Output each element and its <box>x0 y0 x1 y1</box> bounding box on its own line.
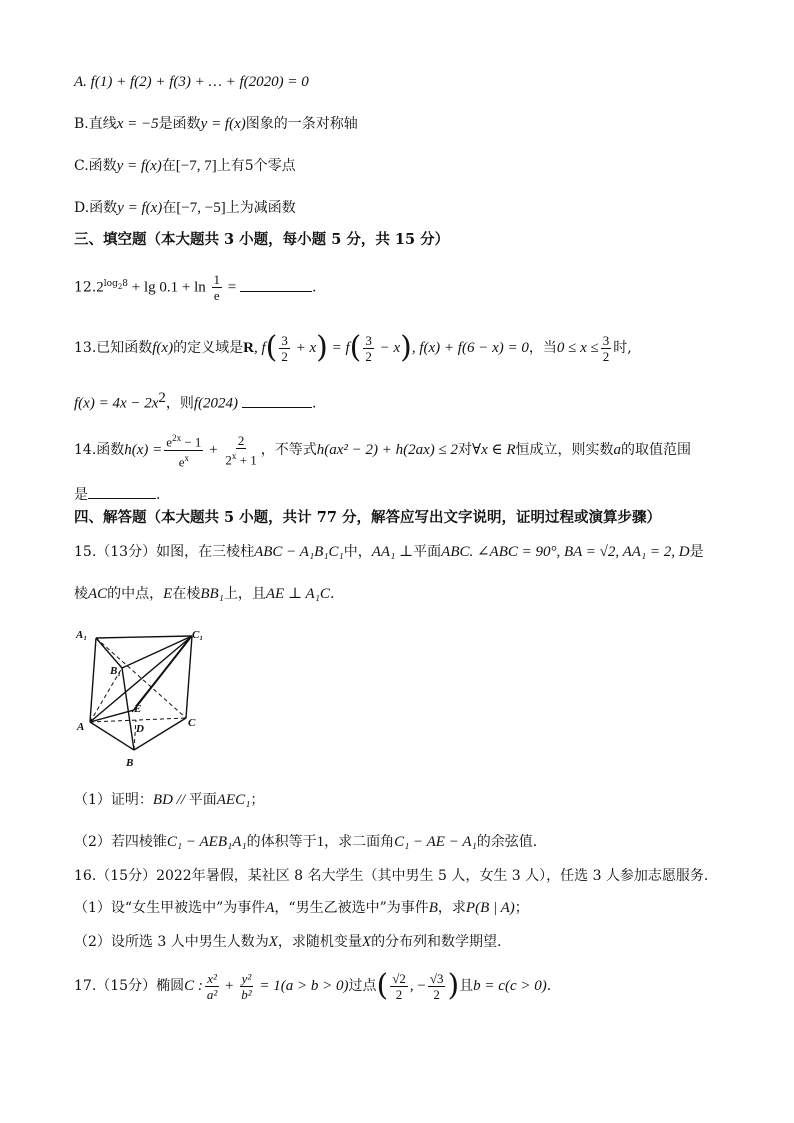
q16-p1-B: B <box>428 900 438 916</box>
q14-frac-1-num <box>164 431 203 450</box>
q17-and: 且 <box>459 978 474 994</box>
q17-p-num2: √3 <box>429 970 444 986</box>
edge-cc1 <box>186 636 192 718</box>
q16-p2-c: 的分布列和数学期望. <box>371 934 502 950</box>
q13-fx: f(x) <box>152 340 174 356</box>
q14-f2-den-exp: x <box>231 450 237 461</box>
q16-part-2 <box>74 932 502 952</box>
q14-rest: 恒成立，则实数 <box>515 442 614 458</box>
q14-frac-1-den <box>177 451 191 469</box>
option-c-suffix: 上有5个零点 <box>216 158 296 174</box>
q13-def-sq: 2 <box>158 390 166 406</box>
q13-then: ，则 <box>165 395 194 412</box>
option-b-prefix: B.直线 <box>74 116 117 132</box>
q15-l2end: . <box>329 586 335 602</box>
option-d-mid: 在 <box>162 200 177 216</box>
q13-relation: , f(x) + f(6 − x) = 0 <box>411 340 529 356</box>
q17-a2: a² <box>206 986 218 1002</box>
label-a1: A₁ <box>76 629 88 641</box>
q14-for-all: 对 <box>458 442 473 458</box>
option-b <box>74 114 358 134</box>
option-c-func: y = f(x) <box>116 158 162 174</box>
q14-ineq-prefix: ，不等式 <box>260 442 317 458</box>
label-a: A <box>77 721 85 733</box>
q13-frac-c-den: 2 <box>602 348 610 364</box>
q13-answer-blank[interactable] <box>242 393 312 408</box>
q12-answer-blank[interactable] <box>240 277 312 292</box>
q13-frac-a-num: 3 <box>281 332 288 348</box>
q13-label: 13.已知函数 <box>74 340 153 356</box>
q12-mid: + lg 0.1 + ln <box>128 279 210 296</box>
q14-frac-1 <box>164 431 203 469</box>
edge-a1b1 <box>96 638 122 668</box>
q15-cond2: ABC. ∠ABC = 90°, BA = √2, AA₁ = 2, D <box>441 544 690 560</box>
q13-frac-c <box>601 333 612 364</box>
q15-e: E <box>163 586 173 602</box>
option-c-mid: 在 <box>161 158 176 174</box>
option-c-interval: [−7, 7] <box>175 158 217 174</box>
question-14-line-2: 是 . <box>74 484 160 505</box>
option-d-suffix: 上为减函数 <box>225 200 296 216</box>
q17-C: C : <box>184 978 203 994</box>
q13-time: 时, <box>613 340 632 356</box>
q15-p2-one: 1 <box>316 834 325 850</box>
q15-p2-math: C₁ − AEB₁A₁ <box>166 834 247 850</box>
label-c1: C₁ <box>192 629 204 641</box>
q16-p1-end: ； <box>514 900 529 916</box>
q15-l2a: 棱 <box>74 586 88 602</box>
q15-p2-angle: C₁ − AE − A₁ <box>394 834 477 850</box>
q17-frac-p1 <box>390 971 408 1002</box>
option-c <box>74 156 296 176</box>
q15-part-1 <box>74 790 264 810</box>
q12-frac-num: 1 <box>213 272 221 288</box>
prism-figure <box>74 626 214 772</box>
q13-plus-x: + x <box>291 340 317 356</box>
q17-pass: 过点 <box>348 978 377 994</box>
q13-eq: = f <box>327 340 350 356</box>
option-d-prefix: D.函数 <box>74 200 118 216</box>
q15-bb1: BB₁ <box>200 586 224 602</box>
q13-frac-a <box>279 333 290 364</box>
q14-a: a <box>613 442 621 458</box>
option-b-math: x = −5 <box>116 116 159 132</box>
q13-minus-x: − x <box>375 340 401 356</box>
q14-ineq: h(ax² − 2) + h(2ax) ≤ 2 <box>316 442 459 458</box>
q13-domain-text: 的定义域是 <box>173 340 244 356</box>
q14-answer-blank[interactable] <box>88 484 156 499</box>
q15-l2b: 的中点， <box>107 586 164 602</box>
q17-b2: b² <box>241 986 252 1002</box>
question-14 <box>74 430 691 470</box>
q13-cond: 0 ≤ x ≤ <box>556 340 599 356</box>
q14-frac-2 <box>223 433 258 467</box>
q12-exp: log <box>103 279 118 289</box>
figure-labels <box>75 629 203 769</box>
q13-f-open: , f <box>253 340 266 356</box>
edge-ab <box>90 722 134 750</box>
edge-aa1 <box>90 638 96 722</box>
q14-f1-den-exp: x <box>184 452 189 463</box>
q16-p1-a: （1）设“女生甲被选中”为事件 <box>74 900 266 916</box>
label-b: B <box>126 757 134 769</box>
label-d: D <box>136 723 144 735</box>
q14-frac-2-num: 2 <box>237 432 245 448</box>
q13-frac-b <box>363 333 374 364</box>
q15-mid1: 中， <box>343 544 372 560</box>
q15-p1-math2: AEC₁ <box>216 792 251 808</box>
q17-x2: x² <box>207 970 217 986</box>
q15-ac: AC <box>88 586 108 602</box>
question-12: $12.2^{log_28} + \lg 0.1 + \ln$ $\frac{1}{e}$ = . <box>74 272 317 304</box>
q15-l2c: 在棱 <box>172 586 201 602</box>
section-3-title: 三、填空题（本大题共 3 小题，每小题 5 分，共 15 分） <box>74 231 450 248</box>
q17-label: 17.（15分）椭圆 <box>74 978 185 994</box>
q15-p2-end: 的余弦值. <box>476 834 538 850</box>
label-e: E <box>134 703 142 715</box>
q15-part-2 <box>74 832 537 852</box>
q15-p2-mid2: ，求二面角 <box>324 834 395 850</box>
q16-p2-b: ，求随机变量 <box>277 934 362 950</box>
q15-p1-label: （1）证明： <box>74 792 153 808</box>
q16-p1-P: P(B | A) <box>465 900 515 916</box>
q14-plus: + <box>205 442 222 458</box>
question-16: 16.（15分）2022年暑假，某社区 8 名大学生（其中男生 5 人，女生 3 人），任选 3 人参加志愿服务. <box>74 868 709 884</box>
q14-f1-den-base: e <box>178 453 185 469</box>
edge-a1c1 <box>96 636 192 638</box>
q14-f1-base: e <box>166 434 173 450</box>
q13-frac-b-den: 2 <box>365 348 372 364</box>
question-15 <box>74 542 704 562</box>
q17-p-comma: , − <box>409 978 426 994</box>
q17-p-den1: 2 <box>395 986 403 1002</box>
option-a-text: A. f(1) + f(2) + f(3) + … + f(2020) = 0 <box>74 74 309 90</box>
option-d-interval: [−7, −5] <box>176 200 226 216</box>
q12-exp-sub: 2 <box>117 282 123 291</box>
q15-is: 是 <box>689 544 704 560</box>
q15-l2cond: AE ⊥ A₁C <box>265 586 330 602</box>
q14-f1-exp: 2x <box>172 433 182 444</box>
q14-rest2: 的取值范围 <box>621 442 691 458</box>
q17-p-den2: 2 <box>433 986 440 1002</box>
q14-f1-rest: − 1 <box>181 434 202 450</box>
q16-part-1 <box>74 898 529 918</box>
question-17: 17.（15分）椭圆C : $\frac{\text{x²}}{\text{a²}}$ + $\frac{\text{y²}}{\text{b²}}$ = 1(a > b > 0)过点( $\frac{√2}{2}$ , − $\frac{√3}{2}$ )且b = c(c > 0). <box>74 968 552 1003</box>
q15-l2d: 上，且 <box>223 586 266 602</box>
q15-p1-math: BD // <box>152 792 189 808</box>
q16-p1-c: ，求 <box>437 900 466 916</box>
q14-line2: 是 <box>74 487 88 503</box>
q15-label: 15.（13分）如图，在三棱柱 <box>74 544 255 560</box>
question-13-line-2: $f(x) = 4x - 2x^2$，则f(2024) . <box>74 390 317 412</box>
q17-frac-y <box>239 971 253 1002</box>
q15-p1-end: ； <box>250 792 265 808</box>
q15-prism: ABC − A₁B₁C₁ <box>254 544 344 560</box>
q16-p2-X: X <box>268 934 278 950</box>
q14-frac-2-den <box>223 449 258 467</box>
label-b1: B₁ <box>110 665 122 677</box>
q13-frac-a-den: 2 <box>281 348 288 364</box>
q17-cond: b = c(c > 0) <box>473 978 547 994</box>
option-c-prefix: C.函数 <box>74 158 117 174</box>
option-a <box>74 72 309 92</box>
option-b-func: y = f(x) <box>200 116 246 132</box>
q17-frac-p2 <box>428 971 446 1002</box>
q15-p2-label: （2）若四棱锥 <box>74 834 167 850</box>
edge-b1c1 <box>122 636 192 668</box>
q17-eq: = 1(a > b > 0) <box>255 978 349 994</box>
option-b-mid: 是函数 <box>158 116 201 132</box>
q13-when: ，当 <box>528 340 557 356</box>
option-d-func: y = f(x) <box>117 200 163 216</box>
option-b-suffix: 图象的一条对称轴 <box>245 116 358 132</box>
question-13: 13.已知函数f(x)的定义域是R, f( $\frac{3}{2}$ + x) = f( $\frac{3}{2}$ − x), f(x) + f(6 − x) = 0，当0 ≤ x ≤ $\frac{3}{2}$ 时, <box>74 330 632 365</box>
q14-label: 14.函数 <box>74 442 125 458</box>
q12-exp-arg: 8 <box>122 279 129 289</box>
q14-hx: h(x) = <box>124 442 163 458</box>
q16-p2-X2: X <box>361 934 372 950</box>
q12-label: 12. <box>74 279 97 296</box>
q15-cond1: AA₁ ⊥ <box>371 544 414 560</box>
q14-forall-math: ∀x ∈ R <box>472 442 516 458</box>
q17-y2: y² <box>241 970 252 986</box>
q15-p2-mid: 的体积等于 <box>246 834 317 850</box>
q17-p-num1: √2 <box>392 970 406 986</box>
q13-frac-c-num: 3 <box>602 332 610 348</box>
q13-f2024: f(2024) <box>193 395 239 412</box>
q16-p2-a: （2）设所选 3 人中男生人数为 <box>74 934 269 950</box>
option-d <box>74 198 296 218</box>
q17-plus: + <box>221 978 238 994</box>
q13-def: f(x) = 4x − 2x <box>74 395 159 412</box>
q17-end: . <box>546 978 552 994</box>
q12-fraction <box>212 272 223 303</box>
edge-bb1 <box>122 668 134 750</box>
q13-frac-b-num: 3 <box>365 332 372 348</box>
q17-frac-x <box>205 971 219 1002</box>
q12-base: 2 <box>96 279 104 296</box>
q16-p1-b: ，“男生乙被选中”为事件 <box>274 900 429 916</box>
q13-R: R <box>243 340 254 356</box>
label-c: C <box>188 717 196 729</box>
section-4-title: 四、解答题（本大题共 5 小题，共计 77 分，解答应写出文字说明，证明过程或演算步骤） <box>74 509 661 526</box>
question-15-line-2 <box>74 584 334 604</box>
q12-end: = <box>224 279 241 296</box>
q16-p1-A: A <box>265 900 275 916</box>
q12-frac-den: e <box>213 288 220 304</box>
q15-p1-plane: 平面 <box>188 792 217 808</box>
q14-f2-den-rest: + 1 <box>236 452 257 468</box>
q14-f2-den-base: 2 <box>225 452 232 468</box>
q15-plane: 平面 <box>413 544 442 560</box>
